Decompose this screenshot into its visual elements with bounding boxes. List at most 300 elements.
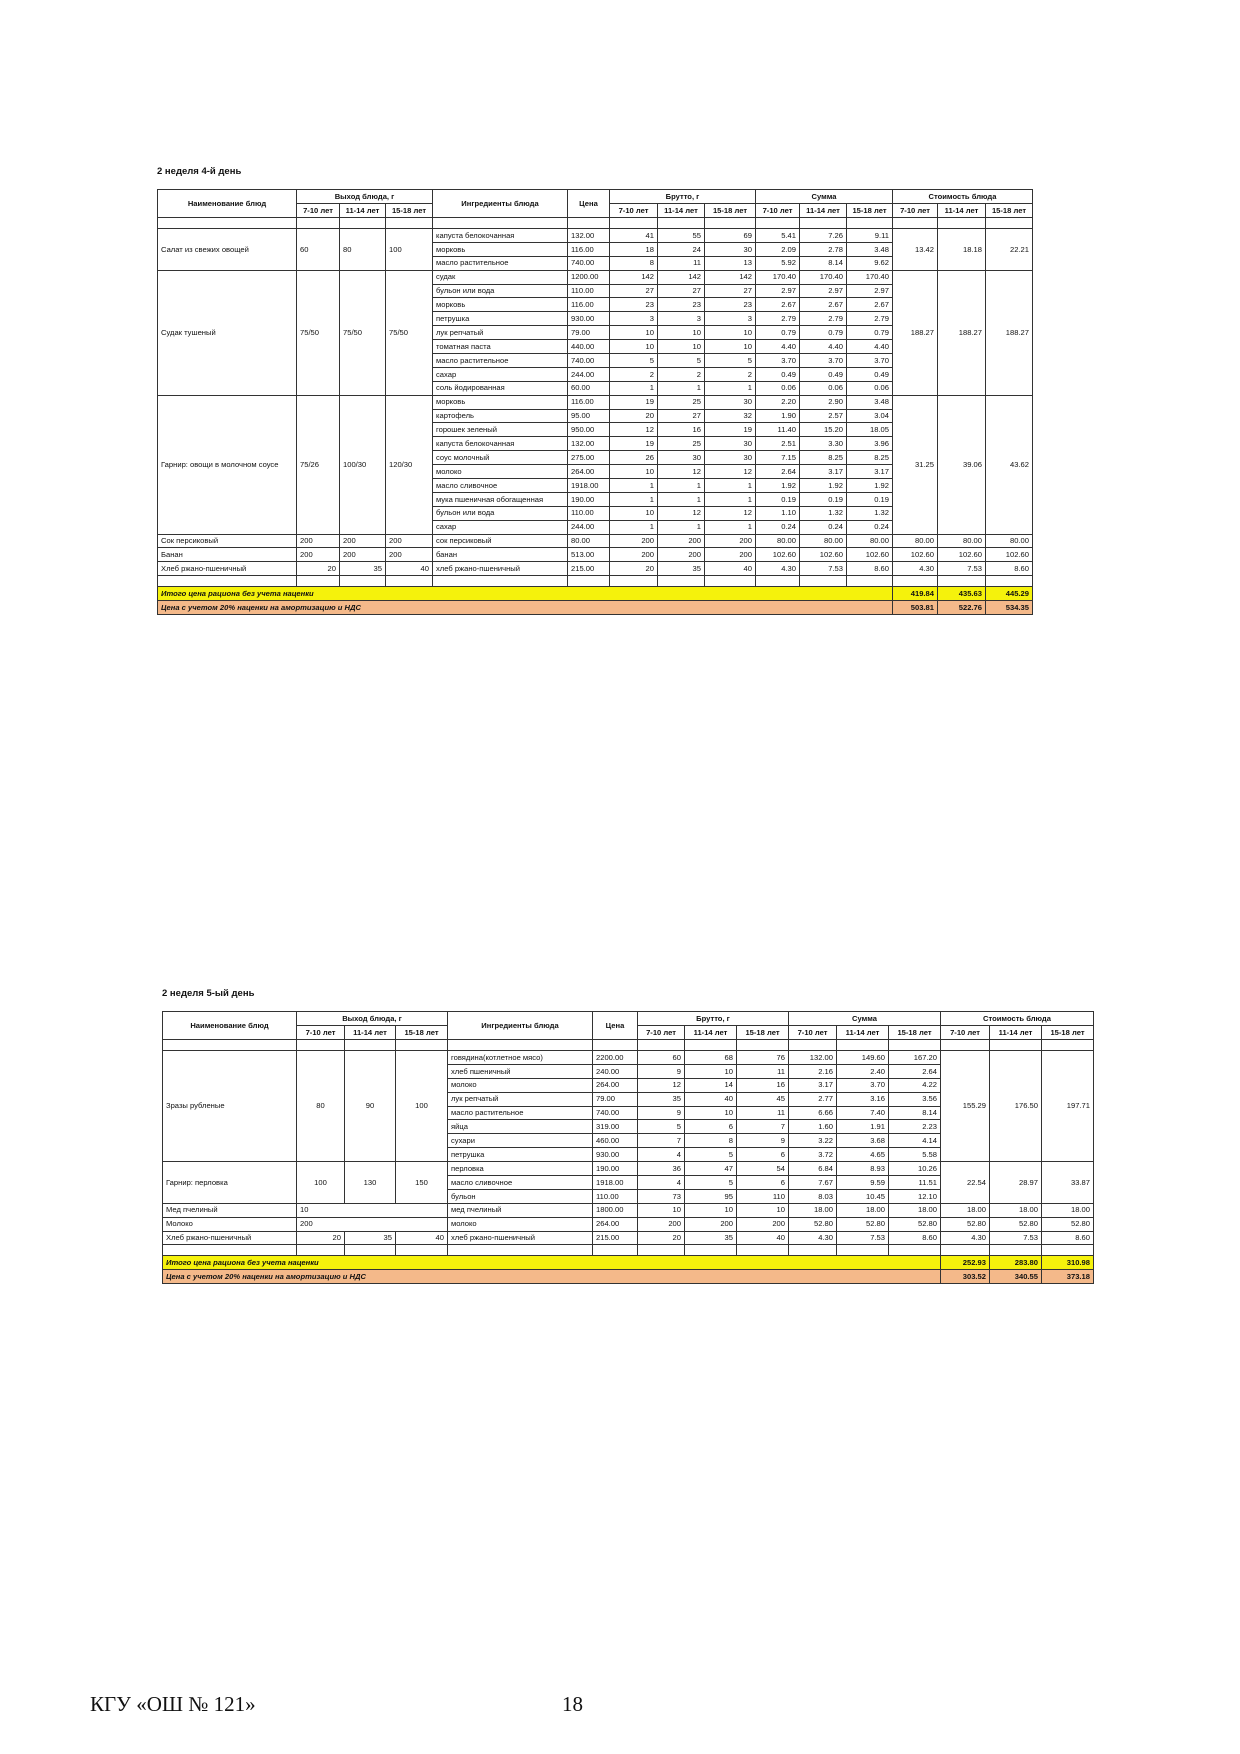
spacer-cell	[938, 218, 986, 229]
total-markup-value: 340.55	[990, 1270, 1042, 1284]
dish-name: Банан	[158, 548, 297, 562]
ingredient-name: масло растительное	[448, 1106, 593, 1120]
ingredient-name: бульон или вода	[433, 284, 568, 298]
ingredient-price: 1800.00	[593, 1203, 638, 1217]
footer-page-number: 18	[562, 1692, 583, 1716]
brutto-value: 60	[638, 1051, 685, 1065]
sum-value: 132.00	[789, 1051, 837, 1065]
brutto-value: 2	[610, 367, 658, 381]
dish-cost: 188.27	[893, 270, 938, 395]
sum-value: 0.06	[756, 381, 800, 395]
total-value: 435.63	[938, 587, 986, 601]
brutto-value: 11	[737, 1106, 789, 1120]
sum-value: 8.14	[889, 1106, 941, 1120]
sum-value: 9.11	[847, 229, 893, 243]
spacer-cell	[685, 1040, 737, 1051]
spacer-cell	[433, 218, 568, 229]
dish-yield: 130	[345, 1162, 396, 1204]
sum-value: 2.20	[756, 395, 800, 409]
ingredient-name: судак	[433, 270, 568, 284]
brutto-value: 200	[705, 548, 756, 562]
brutto-value: 10	[705, 326, 756, 340]
spacer-cell	[433, 576, 568, 587]
sum-value: 10.26	[889, 1162, 941, 1176]
sum-value: 0.49	[800, 367, 847, 381]
brutto-value: 5	[685, 1148, 737, 1162]
brutto-value: 10	[705, 340, 756, 354]
spacer-cell	[163, 1040, 297, 1051]
sum-value: 2.79	[756, 312, 800, 326]
spacer-cell	[568, 218, 610, 229]
brutto-value: 110	[737, 1189, 789, 1203]
ingredient-price: 215.00	[568, 562, 610, 576]
spacer-cell	[658, 576, 705, 587]
dish-cost: 7.53	[938, 562, 986, 576]
table-row	[163, 1162, 1094, 1176]
spacer-cell	[756, 576, 800, 587]
sum-value: 80.00	[800, 534, 847, 548]
total-markup-row	[158, 601, 1033, 615]
age-group-header: 11-14 лет	[837, 1026, 889, 1040]
brutto-value: 40	[685, 1092, 737, 1106]
sum-value: 80.00	[756, 534, 800, 548]
table-row	[163, 1217, 1094, 1231]
brutto-value: 16	[658, 423, 705, 437]
spacer-cell	[158, 218, 297, 229]
sum-value: 5.58	[889, 1148, 941, 1162]
sum-value: 0.79	[800, 326, 847, 340]
ingredient-price: 740.00	[593, 1106, 638, 1120]
ingredient-price: 740.00	[568, 256, 610, 270]
sum-value: 7.26	[800, 229, 847, 243]
age-group-header: 7-10 лет	[893, 204, 938, 218]
spacer-cell	[568, 576, 610, 587]
age-group-header: 11-14 лет	[800, 204, 847, 218]
sum-value: 7.40	[837, 1106, 889, 1120]
ingredient-name: томатная паста	[433, 340, 568, 354]
sum-value: 102.60	[800, 548, 847, 562]
spacer-cell	[345, 1245, 396, 1256]
spacer-cell	[610, 218, 658, 229]
sum-value: 8.93	[837, 1162, 889, 1176]
brutto-value: 1	[658, 479, 705, 493]
header-row	[163, 1012, 1094, 1026]
sum-value: 1.10	[756, 506, 800, 520]
brutto-value: 142	[705, 270, 756, 284]
sum-value: 167.20	[889, 1051, 941, 1065]
dish-yield: 120/30	[386, 395, 433, 534]
dish-cost: 188.27	[986, 270, 1033, 395]
age-group-header: 7-10 лет	[756, 204, 800, 218]
sum-value: 0.49	[847, 367, 893, 381]
dish-cost: 8.60	[1042, 1231, 1094, 1245]
dish-cost: 155.29	[941, 1051, 990, 1162]
ingredient-name: сахар	[433, 520, 568, 534]
dish-yield: 100	[396, 1051, 448, 1162]
sum-value: 102.60	[756, 548, 800, 562]
col-header-sum: Сумма	[789, 1012, 941, 1026]
total-markup-value: 373.18	[1042, 1270, 1094, 1284]
sum-value: 2.57	[800, 409, 847, 423]
sum-value: 2.64	[889, 1064, 941, 1078]
sum-value: 3.17	[847, 465, 893, 479]
brutto-value: 9	[638, 1064, 685, 1078]
col-header-brutto: Брутто, г	[638, 1012, 789, 1026]
brutto-value: 47	[685, 1162, 737, 1176]
brutto-value: 3	[610, 312, 658, 326]
brutto-value: 35	[685, 1231, 737, 1245]
sum-value: 11.40	[756, 423, 800, 437]
col-header-price: Цена	[593, 1012, 638, 1040]
dish-yield: 200	[297, 548, 340, 562]
age-group-header: 15-18 лет	[847, 204, 893, 218]
brutto-value: 1	[658, 381, 705, 395]
dish-yield: 75/50	[297, 270, 340, 395]
ingredient-name: мед пчелиный	[448, 1203, 593, 1217]
spacer-cell	[610, 576, 658, 587]
total-markup-value: 534.35	[986, 601, 1033, 615]
brutto-value: 10	[638, 1203, 685, 1217]
dish-yield: 100	[297, 1162, 345, 1204]
sum-value: 6.84	[789, 1162, 837, 1176]
ingredient-price: 132.00	[568, 229, 610, 243]
brutto-value: 19	[610, 437, 658, 451]
dish-yield: 200	[297, 1217, 448, 1231]
ingredient-name: говядина(котлетное мясо)	[448, 1051, 593, 1065]
dish-cost: 18.00	[941, 1203, 990, 1217]
brutto-value: 40	[737, 1231, 789, 1245]
brutto-value: 36	[638, 1162, 685, 1176]
sum-value: 0.79	[847, 326, 893, 340]
table-row	[158, 548, 1033, 562]
sum-value: 5.92	[756, 256, 800, 270]
spacer-cell	[685, 1245, 737, 1256]
dish-cost: 52.80	[941, 1217, 990, 1231]
ingredient-price: 440.00	[568, 340, 610, 354]
table-row	[158, 229, 1033, 243]
brutto-value: 5	[658, 354, 705, 368]
sum-value: 15.20	[800, 423, 847, 437]
sum-value: 4.40	[756, 340, 800, 354]
brutto-value: 76	[737, 1051, 789, 1065]
ingredient-name: петрушка	[448, 1148, 593, 1162]
ingredient-price: 740.00	[568, 354, 610, 368]
ingredient-price: 116.00	[568, 298, 610, 312]
spacer-row	[158, 576, 1033, 587]
dish-cost: 4.30	[941, 1231, 990, 1245]
brutto-value: 1	[705, 381, 756, 395]
col-header-cost: Стоимость блюда	[941, 1012, 1094, 1026]
brutto-value: 9	[638, 1106, 685, 1120]
dish-cost: 176.50	[990, 1051, 1042, 1162]
dish-yield: 60	[297, 229, 340, 271]
ingredient-price: 930.00	[593, 1148, 638, 1162]
sum-value: 4.22	[889, 1078, 941, 1092]
ingredient-name: сухари	[448, 1134, 593, 1148]
ingredient-name: масло растительное	[433, 354, 568, 368]
dish-yield: 200	[386, 548, 433, 562]
sum-value: 2.51	[756, 437, 800, 451]
brutto-value: 200	[610, 548, 658, 562]
sum-value: 3.68	[837, 1134, 889, 1148]
age-group-header: 15-18 лет	[386, 204, 433, 218]
age-group-header: 11-14 лет	[340, 204, 386, 218]
spacer-cell	[705, 218, 756, 229]
brutto-value: 25	[658, 395, 705, 409]
dish-cost: 18.00	[990, 1203, 1042, 1217]
spacer-cell	[705, 576, 756, 587]
sum-value: 2.79	[800, 312, 847, 326]
ingredient-price: 60.00	[568, 381, 610, 395]
brutto-value: 6	[737, 1148, 789, 1162]
sum-value: 3.04	[847, 409, 893, 423]
dish-cost: 8.60	[986, 562, 1033, 576]
sum-value: 170.40	[800, 270, 847, 284]
sum-value: 2.67	[756, 298, 800, 312]
sum-value: 170.40	[756, 270, 800, 284]
ingredient-price: 132.00	[568, 437, 610, 451]
brutto-value: 200	[638, 1217, 685, 1231]
age-group-header: 7-10 лет	[610, 204, 658, 218]
sum-value: 18.00	[789, 1203, 837, 1217]
sum-value: 2.23	[889, 1120, 941, 1134]
ingredient-name: петрушка	[433, 312, 568, 326]
sum-value: 3.72	[789, 1148, 837, 1162]
brutto-value: 10	[685, 1064, 737, 1078]
brutto-value: 26	[610, 451, 658, 465]
brutto-value: 10	[658, 340, 705, 354]
ingredient-price: 244.00	[568, 520, 610, 534]
sum-value: 1.92	[800, 479, 847, 493]
brutto-value: 41	[610, 229, 658, 243]
sum-value: 12.10	[889, 1189, 941, 1203]
brutto-value: 23	[610, 298, 658, 312]
spacer-cell	[893, 576, 938, 587]
ingredient-name: перловка	[448, 1162, 593, 1176]
brutto-value: 12	[705, 506, 756, 520]
sum-value: 3.16	[837, 1092, 889, 1106]
sum-value: 2.90	[800, 395, 847, 409]
brutto-value: 6	[685, 1120, 737, 1134]
age-group-header: 15-18 лет	[1042, 1026, 1094, 1040]
dish-yield: 20	[297, 562, 340, 576]
brutto-value: 5	[610, 354, 658, 368]
dish-cost: 52.80	[990, 1217, 1042, 1231]
brutto-value: 1	[705, 520, 756, 534]
brutto-value: 12	[638, 1078, 685, 1092]
dish-yield: 200	[340, 548, 386, 562]
dish-yield: 75/26	[297, 395, 340, 534]
spacer-cell	[1042, 1245, 1094, 1256]
sum-value: 7.67	[789, 1176, 837, 1190]
brutto-value: 5	[685, 1176, 737, 1190]
ingredient-price: 80.00	[568, 534, 610, 548]
col-header-yield: Выход блюда, г	[297, 190, 433, 204]
ingredient-price: 930.00	[568, 312, 610, 326]
age-group-header: 15-18 лет	[396, 1026, 448, 1040]
brutto-value: 13	[705, 256, 756, 270]
brutto-value: 95	[685, 1189, 737, 1203]
sum-value: 3.70	[800, 354, 847, 368]
dish-cost: 52.80	[1042, 1217, 1094, 1231]
ingredient-name: бульон или вода	[433, 506, 568, 520]
sum-value: 52.80	[789, 1217, 837, 1231]
total-markup-row	[163, 1270, 1094, 1284]
sum-value: 8.14	[800, 256, 847, 270]
brutto-value: 12	[705, 465, 756, 479]
sum-value: 52.80	[837, 1217, 889, 1231]
ingredient-name: соус молочный	[433, 451, 568, 465]
ingredient-name: хлеб ржано-пшеничный	[448, 1231, 593, 1245]
sum-value: 3.70	[847, 354, 893, 368]
ingredient-name: банан	[433, 548, 568, 562]
spacer-row	[163, 1040, 1094, 1051]
dish-name: Хлеб ржано-пшеничный	[163, 1231, 297, 1245]
age-group-header: 15-18 лет	[737, 1026, 789, 1040]
sum-value: 0.19	[847, 492, 893, 506]
dish-cost: 4.30	[893, 562, 938, 576]
brutto-value: 10	[685, 1106, 737, 1120]
dish-yield: 150	[396, 1162, 448, 1204]
dish-name: Хлеб ржано-пшеничный	[158, 562, 297, 576]
brutto-value: 1	[610, 492, 658, 506]
sum-value: 4.30	[756, 562, 800, 576]
dish-yield: 40	[386, 562, 433, 576]
sum-value: 3.56	[889, 1092, 941, 1106]
age-group-header: 7-10 лет	[789, 1026, 837, 1040]
total-markup-value: 503.81	[893, 601, 938, 615]
sum-value: 8.60	[889, 1231, 941, 1245]
brutto-value: 200	[610, 534, 658, 548]
brutto-value: 14	[685, 1078, 737, 1092]
spacer-cell	[340, 218, 386, 229]
ingredient-name: масло сливочное	[433, 479, 568, 493]
ingredient-price: 264.00	[593, 1217, 638, 1231]
ingredient-name: горошек зеленый	[433, 423, 568, 437]
dish-yield: 100/30	[340, 395, 386, 534]
brutto-value: 200	[658, 534, 705, 548]
brutto-value: 4	[638, 1148, 685, 1162]
spacer-cell	[396, 1245, 448, 1256]
brutto-value: 24	[658, 242, 705, 256]
spacer-cell	[448, 1040, 593, 1051]
sum-value: 4.14	[889, 1134, 941, 1148]
brutto-value: 142	[658, 270, 705, 284]
total-value: 252.93	[941, 1256, 990, 1270]
ingredient-price: 2200.00	[593, 1051, 638, 1065]
sum-value: 5.41	[756, 229, 800, 243]
col-header-yield: Выход блюда, г	[297, 1012, 448, 1026]
sum-value: 8.25	[800, 451, 847, 465]
ingredient-name: молоко	[433, 465, 568, 479]
spacer-cell	[593, 1245, 638, 1256]
sum-value: 2.64	[756, 465, 800, 479]
age-group-header: 7-10 лет	[638, 1026, 685, 1040]
spacer-cell	[837, 1040, 889, 1051]
age-group-header: 7-10 лет	[297, 1026, 345, 1040]
footer-organization: КГУ «ОШ № 121»	[90, 1692, 256, 1716]
sum-value: 1.91	[837, 1120, 889, 1134]
sum-value: 1.90	[756, 409, 800, 423]
brutto-value: 35	[638, 1092, 685, 1106]
total-markup-value: 522.76	[938, 601, 986, 615]
ingredient-name: хлеб ржано-пшеничный	[433, 562, 568, 576]
brutto-value: 8	[685, 1134, 737, 1148]
dish-cost: 188.27	[938, 270, 986, 395]
sum-value: 2.67	[800, 298, 847, 312]
dish-yield: 10	[297, 1203, 448, 1217]
spacer-cell	[847, 576, 893, 587]
sum-value: 1.92	[847, 479, 893, 493]
total-row	[158, 587, 1033, 601]
age-group-header: 7-10 лет	[297, 204, 340, 218]
brutto-value: 73	[638, 1189, 685, 1203]
spacer-cell	[990, 1245, 1042, 1256]
sum-value: 1.60	[789, 1120, 837, 1134]
col-header-dish: Наименование блюд	[163, 1012, 297, 1040]
dish-name: Зразы рубленые	[163, 1051, 297, 1162]
brutto-value: 12	[658, 465, 705, 479]
brutto-value: 45	[737, 1092, 789, 1106]
ingredient-price: 244.00	[568, 367, 610, 381]
dish-yield: 80	[340, 229, 386, 271]
brutto-value: 11	[737, 1064, 789, 1078]
ingredient-price: 95.00	[568, 409, 610, 423]
sum-value: 2.97	[756, 284, 800, 298]
sum-value: 6.66	[789, 1106, 837, 1120]
brutto-value: 27	[658, 409, 705, 423]
ingredient-price: 110.00	[593, 1189, 638, 1203]
spacer-row	[158, 218, 1033, 229]
sum-value: 0.24	[847, 520, 893, 534]
brutto-value: 5	[638, 1120, 685, 1134]
ingredient-price: 79.00	[568, 326, 610, 340]
spacer-cell	[941, 1040, 990, 1051]
ingredient-price: 460.00	[593, 1134, 638, 1148]
dish-cost: 13.42	[893, 229, 938, 271]
spacer-cell	[889, 1245, 941, 1256]
ingredient-name: молоко	[448, 1217, 593, 1231]
ingredient-price: 110.00	[568, 506, 610, 520]
brutto-value: 10	[737, 1203, 789, 1217]
dish-name: Сок персиковый	[158, 534, 297, 548]
brutto-value: 5	[705, 354, 756, 368]
brutto-value: 1	[610, 520, 658, 534]
ingredient-price: 116.00	[568, 242, 610, 256]
total-value: 445.29	[986, 587, 1033, 601]
ingredient-price: 264.00	[568, 465, 610, 479]
dish-name: Молоко	[163, 1217, 297, 1231]
sum-value: 0.49	[756, 367, 800, 381]
ingredient-name: сок персиковый	[433, 534, 568, 548]
dish-yield: 35	[340, 562, 386, 576]
col-header-cost: Стоимость блюда	[893, 190, 1033, 204]
total-label: Итого цена рациона без учета наценки	[163, 1256, 941, 1270]
ingredient-name: бульон	[448, 1189, 593, 1203]
dish-cost: 80.00	[986, 534, 1033, 548]
day4-section	[157, 166, 1033, 615]
dish-name: Гарнир: перловка	[163, 1162, 297, 1204]
col-header-brutto: Брутто, г	[610, 190, 756, 204]
col-header-ingredients: Ингредиенты блюда	[448, 1012, 593, 1040]
dish-yield: 200	[386, 534, 433, 548]
sum-value: 102.60	[847, 548, 893, 562]
brutto-value: 1	[610, 381, 658, 395]
brutto-value: 200	[685, 1217, 737, 1231]
spacer-cell	[386, 576, 433, 587]
dish-cost: 102.60	[986, 548, 1033, 562]
spacer-cell	[889, 1040, 941, 1051]
